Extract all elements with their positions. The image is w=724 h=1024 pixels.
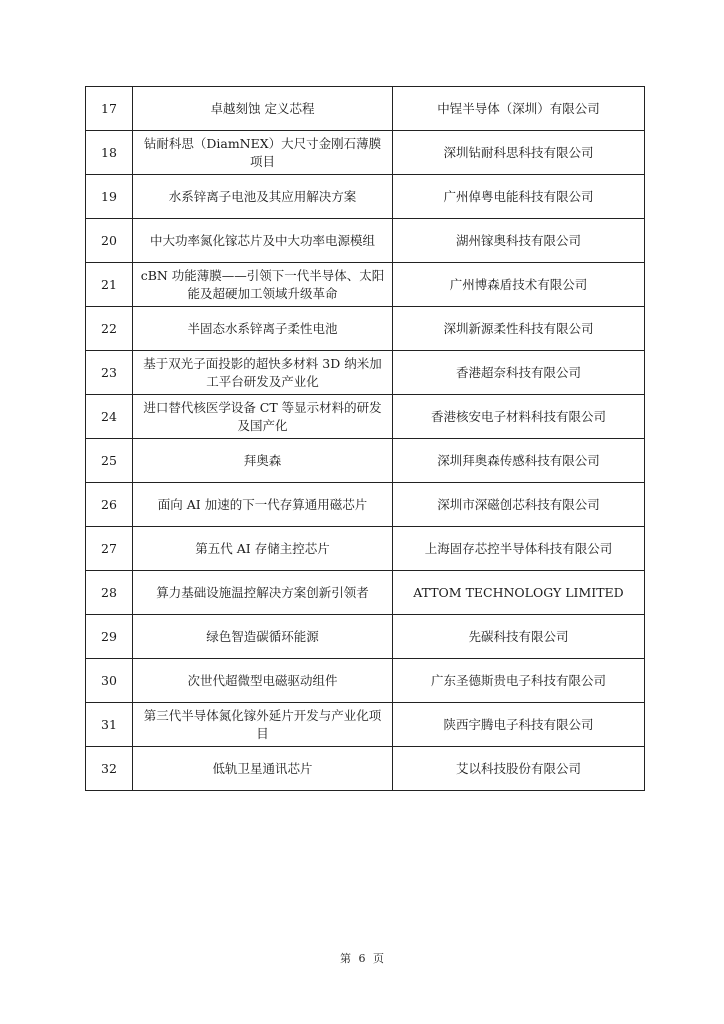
row-number: 23 xyxy=(86,351,133,395)
company-name: 深圳新源柔性科技有限公司 xyxy=(393,307,645,351)
table-row xyxy=(86,175,645,219)
row-number: 24 xyxy=(86,395,133,439)
company-name: 香港核安电子材料科技有限公司 xyxy=(393,395,645,439)
row-number: 27 xyxy=(86,527,133,571)
row-number: 21 xyxy=(86,263,133,307)
row-number: 18 xyxy=(86,131,133,175)
table-row xyxy=(86,263,645,307)
table-row xyxy=(86,659,645,703)
table-row xyxy=(86,219,645,263)
project-name: 绿色智造碳循环能源 xyxy=(133,615,393,659)
table-row xyxy=(86,527,645,571)
table-row xyxy=(86,87,645,131)
table-row xyxy=(86,395,645,439)
project-name: 算力基础设施温控解决方案创新引领者 xyxy=(133,571,393,615)
company-name: 深圳钻耐科思科技有限公司 xyxy=(393,131,645,175)
company-name: 广州博森盾技术有限公司 xyxy=(393,263,645,307)
row-number: 30 xyxy=(86,659,133,703)
table-row xyxy=(86,131,645,175)
project-name: 半固态水系锌离子柔性电池 xyxy=(133,307,393,351)
row-number: 25 xyxy=(86,439,133,483)
page-label-prefix: 第 xyxy=(340,952,351,965)
table-row xyxy=(86,615,645,659)
table-row xyxy=(86,351,645,395)
row-number: 20 xyxy=(86,219,133,263)
company-name: 广州倬粤电能科技有限公司 xyxy=(393,175,645,219)
table-row xyxy=(86,571,645,615)
page-label-suffix: 页 xyxy=(373,952,384,965)
company-name: ATTOM TECHNOLOGY LIMITED xyxy=(393,571,645,615)
page-number: 6 xyxy=(358,952,366,965)
project-name: 进口替代核医学设备 CT 等显示材料的研发及国产化 xyxy=(133,395,393,439)
company-name: 深圳拜奥森传感科技有限公司 xyxy=(393,439,645,483)
company-name: 艾以科技股份有限公司 xyxy=(393,747,645,791)
row-number: 19 xyxy=(86,175,133,219)
project-name: 面向 AI 加速的下一代存算通用磁芯片 xyxy=(133,483,393,527)
row-number: 22 xyxy=(86,307,133,351)
table-row xyxy=(86,483,645,527)
project-name: 基于双光子面投影的超快多材料 3D 纳米加工平台研发及产业化 xyxy=(133,351,393,395)
row-number: 17 xyxy=(86,87,133,131)
project-name: 水系锌离子电池及其应用解决方案 xyxy=(133,175,393,219)
project-name: 次世代超微型电磁驱动组件 xyxy=(133,659,393,703)
project-name: 低轨卫星通讯芯片 xyxy=(133,747,393,791)
project-name: 卓越刻蚀 定义芯程 xyxy=(133,87,393,131)
company-name: 上海固存芯控半导体科技有限公司 xyxy=(393,527,645,571)
page-footer xyxy=(0,950,724,966)
project-name: 拜奥森 xyxy=(133,439,393,483)
project-name: cBN 功能薄膜——引领下一代半导体、太阳能及超硬加工领域升级革命 xyxy=(133,263,393,307)
project-name: 第三代半导体氮化镓外延片开发与产业化项目 xyxy=(133,703,393,747)
company-name: 深圳市深磁创芯科技有限公司 xyxy=(393,483,645,527)
projects-table xyxy=(85,86,645,791)
table-row xyxy=(86,439,645,483)
row-number: 32 xyxy=(86,747,133,791)
project-name: 中大功率氮化镓芯片及中大功率电源模组 xyxy=(133,219,393,263)
projects-table-body xyxy=(86,87,645,791)
company-name: 香港超奈科技有限公司 xyxy=(393,351,645,395)
project-name: 第五代 AI 存储主控芯片 xyxy=(133,527,393,571)
row-number: 26 xyxy=(86,483,133,527)
company-name: 先碳科技有限公司 xyxy=(393,615,645,659)
company-name: 陕西宇腾电子科技有限公司 xyxy=(393,703,645,747)
row-number: 29 xyxy=(86,615,133,659)
table-row xyxy=(86,747,645,791)
company-name: 中锃半导体（深圳）有限公司 xyxy=(393,87,645,131)
row-number: 31 xyxy=(86,703,133,747)
company-name: 广东圣德斯贵电子科技有限公司 xyxy=(393,659,645,703)
row-number: 28 xyxy=(86,571,133,615)
project-name: 钻耐科思（DiamNEX）大尺寸金刚石薄膜项目 xyxy=(133,131,393,175)
table-row xyxy=(86,307,645,351)
table-row xyxy=(86,703,645,747)
company-name: 湖州镓奥科技有限公司 xyxy=(393,219,645,263)
